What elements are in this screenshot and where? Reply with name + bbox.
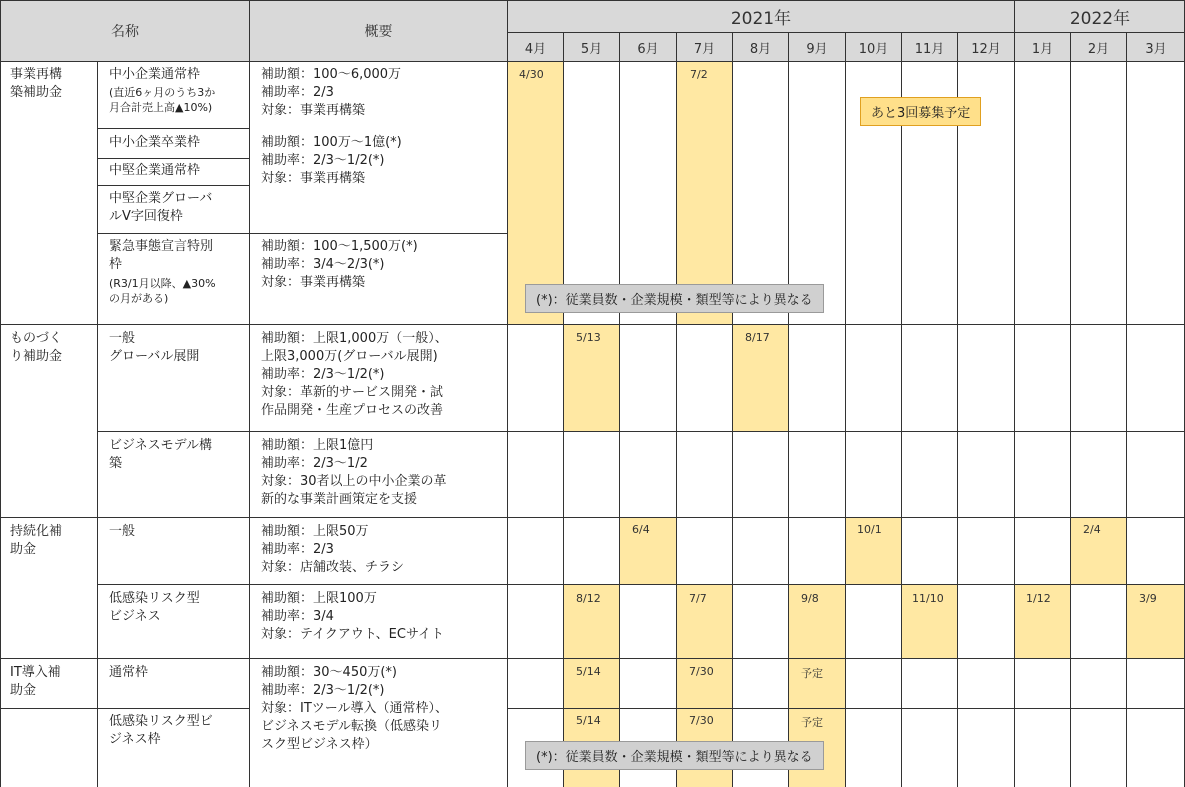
grid-line [97, 62, 98, 787]
category-jigyo-saikochiku: 事業再構 築補助金 [10, 67, 63, 100]
header-month-oct: 10月 [846, 33, 901, 61]
grid-line [97, 185, 250, 186]
header-month-jan: 1月 [1015, 33, 1070, 61]
subsidy-jizoku-lowrisk-name: 低感染リスク型 ビジネス [109, 591, 200, 624]
date-it-lowrisk-sep: 予定 [801, 716, 823, 729]
grid-line [1126, 32, 1127, 787]
summary-mono-1: 補助額：上限1,000万（一般）、 上限3,000万(グローバル展開) 補助率：2/3～1/2(*) 対象：革新的サービス開発・試 作品開発・生産プロセスの改善 [261, 331, 448, 418]
date-jigyo-jul: 7/2 [690, 68, 708, 81]
date-it-may: 5/14 [576, 665, 601, 678]
grid-line [1014, 0, 1015, 787]
subsidy-it-tsujo-name: 通常枠 [109, 665, 149, 680]
header-summary: 概要 [250, 1, 507, 61]
subsidy-chusho-tsujo-note: (直近6ヶ月のうち3か 月合計売上高▲10%) [109, 86, 216, 114]
subsidy-mono-ippan-name: 一般 グローバル展開 [109, 331, 200, 364]
date-it-sep: 予定 [801, 667, 823, 680]
subsidy-kinkyu-note: (R3/1月以降、▲30% の月がある) [109, 277, 216, 305]
header-month-sep: 9月 [789, 33, 845, 61]
date-jigyo-apr: 4/30 [519, 68, 544, 81]
summary-jigyo-1: 補助額：100～6,000万 補助率：2/3 対象：事業再構築 [261, 67, 402, 118]
date-it-jul: 7/30 [689, 665, 714, 678]
grid-line [957, 32, 958, 787]
grid-line [249, 0, 250, 787]
grid-line [0, 0, 1185, 1]
grid-line [563, 32, 564, 787]
date-jizoku-oct: 10/1 [857, 523, 882, 536]
grid-line [676, 32, 677, 787]
summary-mono-2: 補助額：上限1億円 補助率：2/3～1/2 対象：30者以上の中小企業の革 新的な事業計画策定を支援 [261, 438, 447, 507]
date-mono-may: 5/13 [576, 331, 601, 344]
grid-line [97, 158, 250, 159]
subsidy-chuken-global-name: 中堅企業グローバ ルV字回復枠 [109, 191, 213, 224]
date-it-lowrisk-may: 5/14 [576, 714, 601, 727]
grid-line [97, 128, 250, 129]
subsidy-chusho-sotsugyo-name: 中小企業卒業枠 [109, 135, 201, 150]
grid-line [0, 658, 1185, 659]
header-month-feb: 2月 [1071, 33, 1126, 61]
grid-line [0, 517, 1185, 518]
grid-line [97, 431, 1185, 432]
note-asterisk-jigyo: (*)：従業員数・企業規模・類型等により異なる [525, 284, 824, 313]
summary-jigyo-3: 補助額：100～1,500万(*) 補助率：3/4～2/3(*) 対象：事業再構築 [261, 239, 418, 290]
date-it-lowrisk-jul: 7/30 [689, 714, 714, 727]
category-it-donyu: IT導入補 助金 [10, 665, 61, 698]
grid-line [0, 324, 1185, 325]
subsidy-jizoku-ippan-name: 一般 [109, 524, 136, 539]
summary-jizoku-2: 補助額：上限100万 補助率：3/4 対象：テイクアウト、ECサイト [261, 591, 445, 642]
date-lowrisk-jul: 7/7 [689, 592, 707, 605]
summary-jizoku-1: 補助額：上限50万 補助率：2/3 対象：店舗改装、チラシ [261, 524, 405, 575]
header-month-dec: 12月 [958, 33, 1014, 61]
grid-line [0, 0, 1, 787]
subsidy-kinkyu-name: 緊急事態宣言特別 枠 [109, 239, 214, 272]
grid-line [901, 32, 902, 787]
grid-line [619, 32, 620, 787]
grid-line [97, 708, 250, 709]
header-month-may: 5月 [564, 33, 619, 61]
date-mono-aug: 8/17 [745, 331, 770, 344]
date-lowrisk-sep: 9/8 [801, 592, 819, 605]
header-year-2021: 2021年 [508, 1, 1014, 32]
note-asterisk-it: (*)：従業員数・企業規模・類型等により異なる [525, 741, 824, 770]
header-month-apr: 4月 [508, 33, 563, 61]
header-month-nov: 11月 [902, 33, 957, 61]
grid-line [97, 233, 508, 234]
date-jizoku-jun: 6/4 [632, 523, 650, 536]
grid-line [507, 32, 1185, 33]
note-remaining-rounds: あと3回募集予定 [860, 97, 981, 126]
header-year-2022: 2022年 [1015, 1, 1185, 32]
header-month-aug: 8月 [733, 33, 788, 61]
grid-line [507, 708, 1185, 709]
header-month-mar: 3月 [1127, 33, 1185, 61]
date-lowrisk-mar: 3/9 [1139, 592, 1157, 605]
date-lowrisk-nov: 11/10 [912, 592, 944, 605]
category-jizokuka: 持続化補 助金 [10, 524, 63, 557]
header-month-jul: 7月 [677, 33, 732, 61]
header-month-jun: 6月 [620, 33, 676, 61]
summary-jigyo-2: 補助額：100万～1億(*) 補助率：2/3～1/2(*) 対象：事業再構築 [261, 135, 402, 186]
date-lowrisk-jan: 1/12 [1026, 592, 1051, 605]
grid-line [732, 32, 733, 787]
grid-line [1070, 32, 1071, 787]
subsidy-it-lowrisk-name: 低感染リスク型ビ ジネス枠 [109, 714, 213, 747]
grid-line [507, 0, 508, 787]
grid-line [0, 708, 98, 709]
date-jizoku-feb: 2/4 [1083, 523, 1101, 536]
subsidy-chuken-tsujo-name: 中堅企業通常枠 [109, 163, 201, 178]
summary-it: 補助額：30～450万(*) 補助率：2/3～1/2(*) 対象：ITツール導入（通常枠）、 ビジネスモデル転換（低感染リ スク型ビジネス枠） [261, 665, 449, 752]
subsidy-mono-business-model-name: ビジネスモデル構 築 [109, 438, 212, 471]
grid-line [97, 584, 1185, 585]
grid-line [788, 32, 789, 787]
grid-line [845, 32, 846, 787]
subsidy-chusho-tsujo-name: 中小企業通常枠 [109, 67, 201, 82]
date-lowrisk-may: 8/12 [576, 592, 601, 605]
header-name: 名称 [1, 1, 249, 61]
grid-line [0, 61, 1185, 62]
category-monozukuri: ものづく り補助金 [10, 331, 63, 364]
